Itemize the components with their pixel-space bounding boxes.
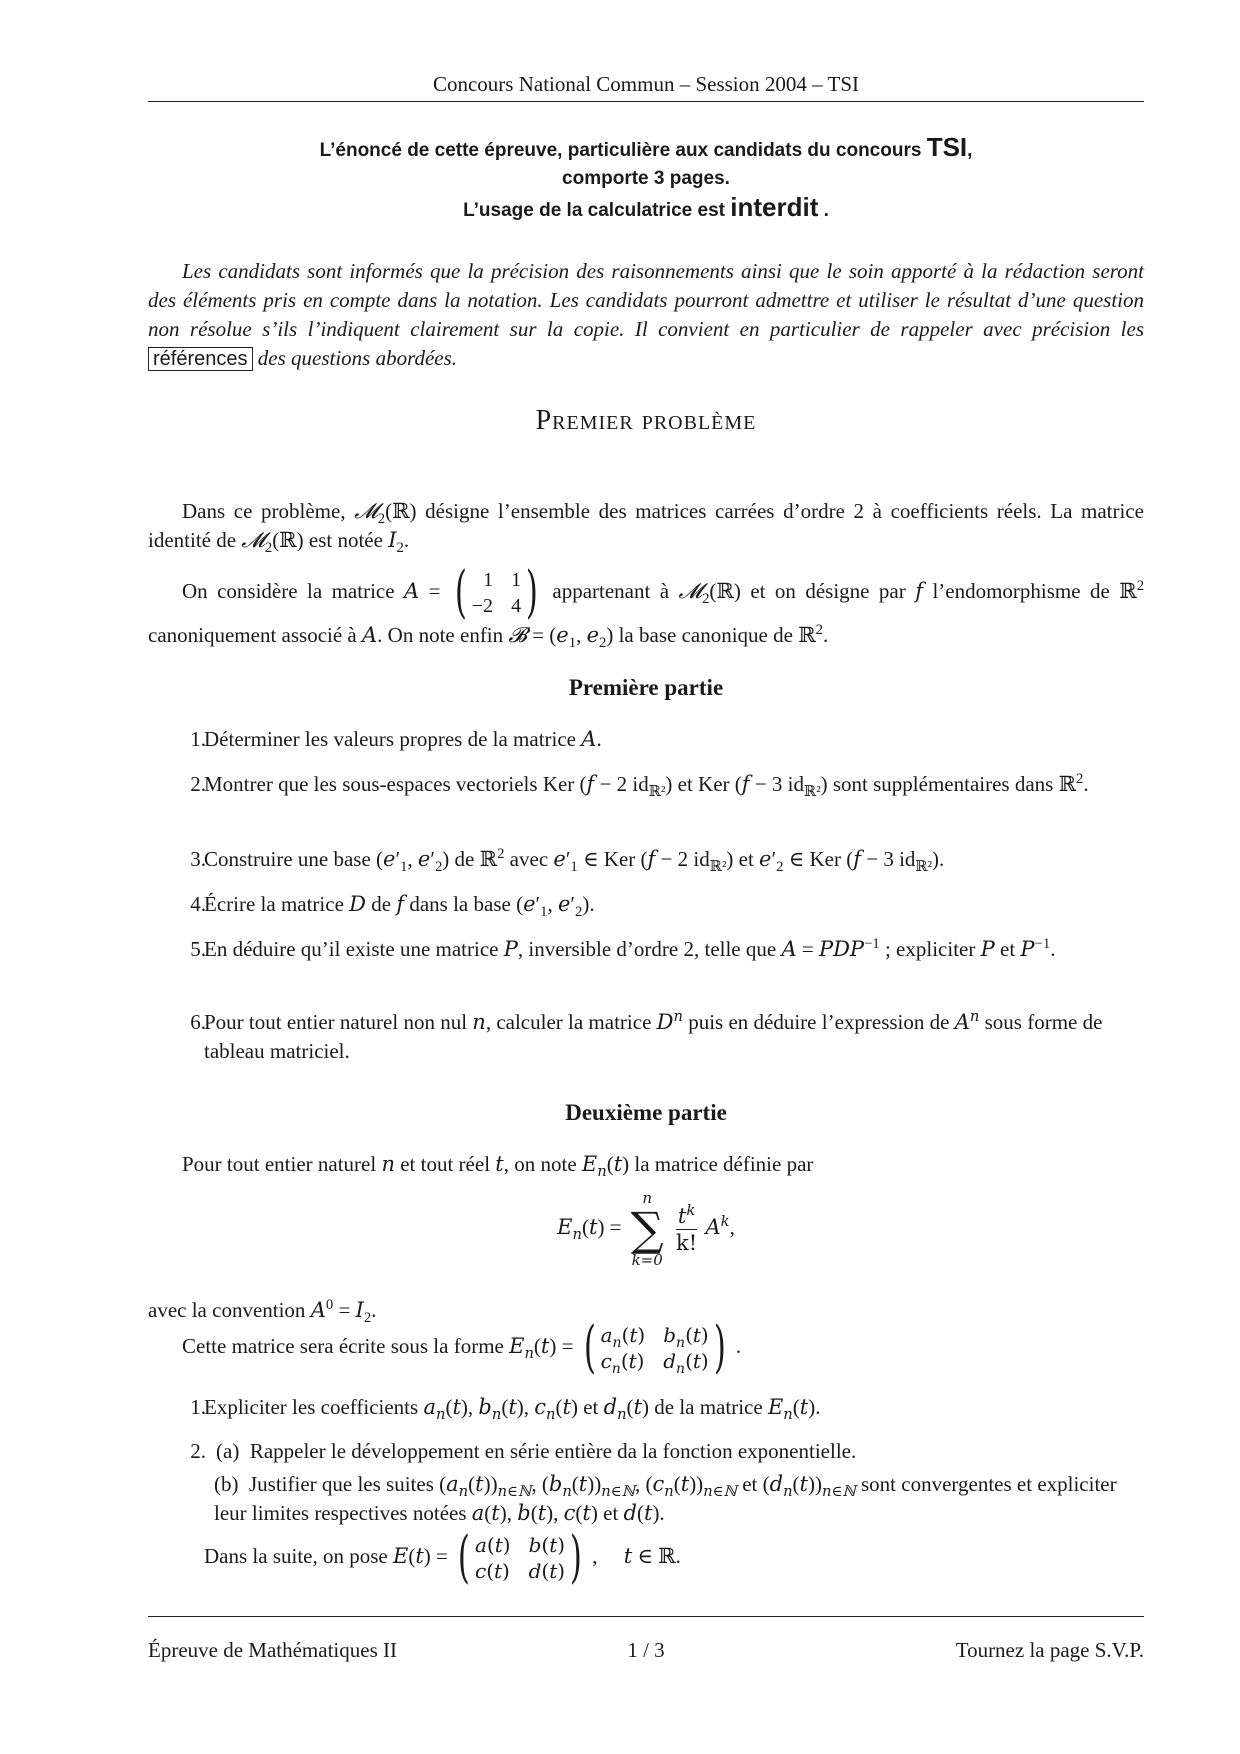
candidate-notice: Les candidats sont informés que la précision des raisonnements ainsi que le soin apporté à la rédaction seront des éléments pris en compte dans la notation. Les candidats pourront admettre et utiliser le résultat d’une question non résolue s’ils l’indiquent clairement sur la copie. Il convient en particulier de rappeler avec précision les références des questions abordées. bbox=[148, 259, 1144, 370]
summation-sign: n ∑ k=0 bbox=[630, 1189, 664, 1269]
references-box: références bbox=[148, 347, 253, 371]
matrix-A: ( 1 1 −2 4 ) bbox=[454, 560, 539, 625]
setup-paragraph-1: Dans ce problème, 𝓜$_2$(ℝ) désigne l’ensemble des matrices carrées d’ordre 2 à coefficients réels. La matrice identité de 𝓜$_2$(ℝ) est notée $I_2$. bbox=[148, 499, 1144, 557]
convention-line: avec la convention $A^0 = I_2$. bbox=[148, 1297, 377, 1327]
footer-right: Tournez la page S.V.P. bbox=[955, 1638, 1144, 1662]
footer-rule bbox=[148, 1616, 1144, 1617]
problem-title: Premier problème bbox=[535, 405, 757, 436]
matrix-En: ( $a_n(t)$ $b_n(t)$ $c_n(t)$ $d_n(t)$ ) bbox=[583, 1315, 726, 1380]
matrix-E: ( a(t) b(t) c(t) d(t) ) bbox=[458, 1525, 583, 1590]
setup-paragraph-2: On considère la matrice A = ( 1 1 −2 4 ) appartenant à 𝓜$_2$(ℝ) et on désigne par f l’endomorphisme de ℝ$^2$ canoniquement associé à A. On note enfin 𝓑 = ($e_1$, $e_2$) la base canonique de ℝ$^2$. bbox=[148, 560, 1145, 652]
matrix-form-line: Cette matrice sera écrite sous la forme $E_n(t)$ = ( $a_n(t)$ $b_n(t)$ $c_n(t)$ $d_n(t)$ ) . bbox=[182, 1315, 742, 1380]
exam-page: Concours National Commun – Session 2004 – TSI L’énoncé de cette épreuve, particulière aux candidats du concours TSI, comporte 3 pages. L’usage de la calculatrice est interdit . Les candidats sont informés que la précision des raisonnements ainsi que le soin apporté à la rédaction seront des éléments pris en compte dans la notation. Les candidats pourront admettre et utiliser le résultat d’une question non résolue s’ils l’indiquent clairement sur la copie. Il convient en particulier de rappeler avec précision les références des questions abordées. Premier problème Dans ce problème, 𝓜$_2$(ℝ) désigne l’ensemble des matrices carrées d’ordre 2 à coefficients réels. La matrice identité de 𝓜$_2$(ℝ) est notée $I_2$. On considère la matrice A = ( 1 1 −2 4 ) appartenant à 𝓜$_2$(ℝ) et on désigne par f l’endomorphisme de ℝ$^2$ canoniquement associé à A. On note enfin 𝓑 = ($e_1$, $e_2$) la base canonique de ℝ$^2$. Première partie 1. Déterminer les valeurs propres de la matrice A. 2. Montrer que les sous-espaces vectoriels Ker (f − 2 $id_{ℝ^2}$) et Ker (f − 3 $id_{ℝ^2}$) sont supplémentaires dans ℝ$^2$. 3. Construire une base ($e'_1$, $e'_2$) de ℝ$^2$ avec $e'_1$ ∈ Ker (f − 2 $id_{ℝ^2}$) et $e'_2$ ∈ Ker (f − 3 $id_{ℝ^2}$). 4. Écrire la matrice D de f dans la base ($e'_1$, $e'_2$). 5. En déduire qu’il existe une matrice P, inversible d’ordre 2, telle que $A = PDP^{-1}$ ; expliciter P et $P^{-1}$. 6. Pour tout entier naturel non nul n, calculer la matrice $D^n$ puis en déduire l’expression de $A^n$ sous forme de tableau matriciel. Deuxième partie Pour tout entier naturel n et tout réel t, on note $E_n(t)$ la matrice définie par $E_n(t)$ = n ∑ k=0 $\frac{t^k}{k!}$ $A^k$, avec la convention $A^0 = I_2$. Cette matrice sera écrite sous la forme $E_n(t)$ = ( $a_n(t)$ $b_n(t)$ $c_n(t)$ $d_n(t)$ ) . 1. Expliciter les coefficients $a_n(t)$, $b_n(t)$, $c_n(t)$ et $d_n(t)$ de la matrice $E_n(t)$. 2. (a) Rappeler le développement en série entière da la fonction exponentielle. (b) Justifier que les suites $(a_n(t))_{n\in ℕ}$, $(b_n(t))_{n\in ℕ}$, $(c_n(t))_{n\in ℕ}$ et $(d_n(t))_{n\in ℕ}$ sont convergentes et expliciter leur limites respectives notées a(t), b(t), c(t) et d(t). Dans la suite, on pose E(t) = ( a(t) b(t) c(t) d(t) ) , t ∈ ℝ. Épreuve de Mathématiques II 1 / 3 Tournez la page S.V.P. bbox=[148, 72, 1145, 1662]
page-number: 1 / 3 bbox=[627, 1638, 665, 1662]
definition-formula: $E_n(t)$ = n ∑ k=0 $\frac{t^k}{k!}$ $A^k$, bbox=[557, 1189, 735, 1269]
part2-intro: Pour tout entier naturel n et tout réel t, on note $E_n(t)$ la matrice définie par bbox=[182, 1152, 814, 1181]
part-one-title: Première partie bbox=[568, 675, 724, 700]
header-rule bbox=[148, 101, 1144, 102]
pose-line: Dans la suite, on pose E(t) = ( a(t) b(t) c(t) d(t) ) , t ∈ ℝ. bbox=[204, 1525, 681, 1590]
footer-left: Épreuve de Mathématiques II bbox=[148, 1638, 397, 1662]
exam-intro: L’énoncé de cette épreuve, particulière aux candidats du concours TSI, comporte 3 pages. L’usage de la calculatrice est interdit . bbox=[319, 132, 973, 222]
part-two-title: Deuxième partie bbox=[565, 1100, 727, 1125]
running-head: Concours National Commun – Session 2004 – TSI bbox=[432, 72, 860, 96]
